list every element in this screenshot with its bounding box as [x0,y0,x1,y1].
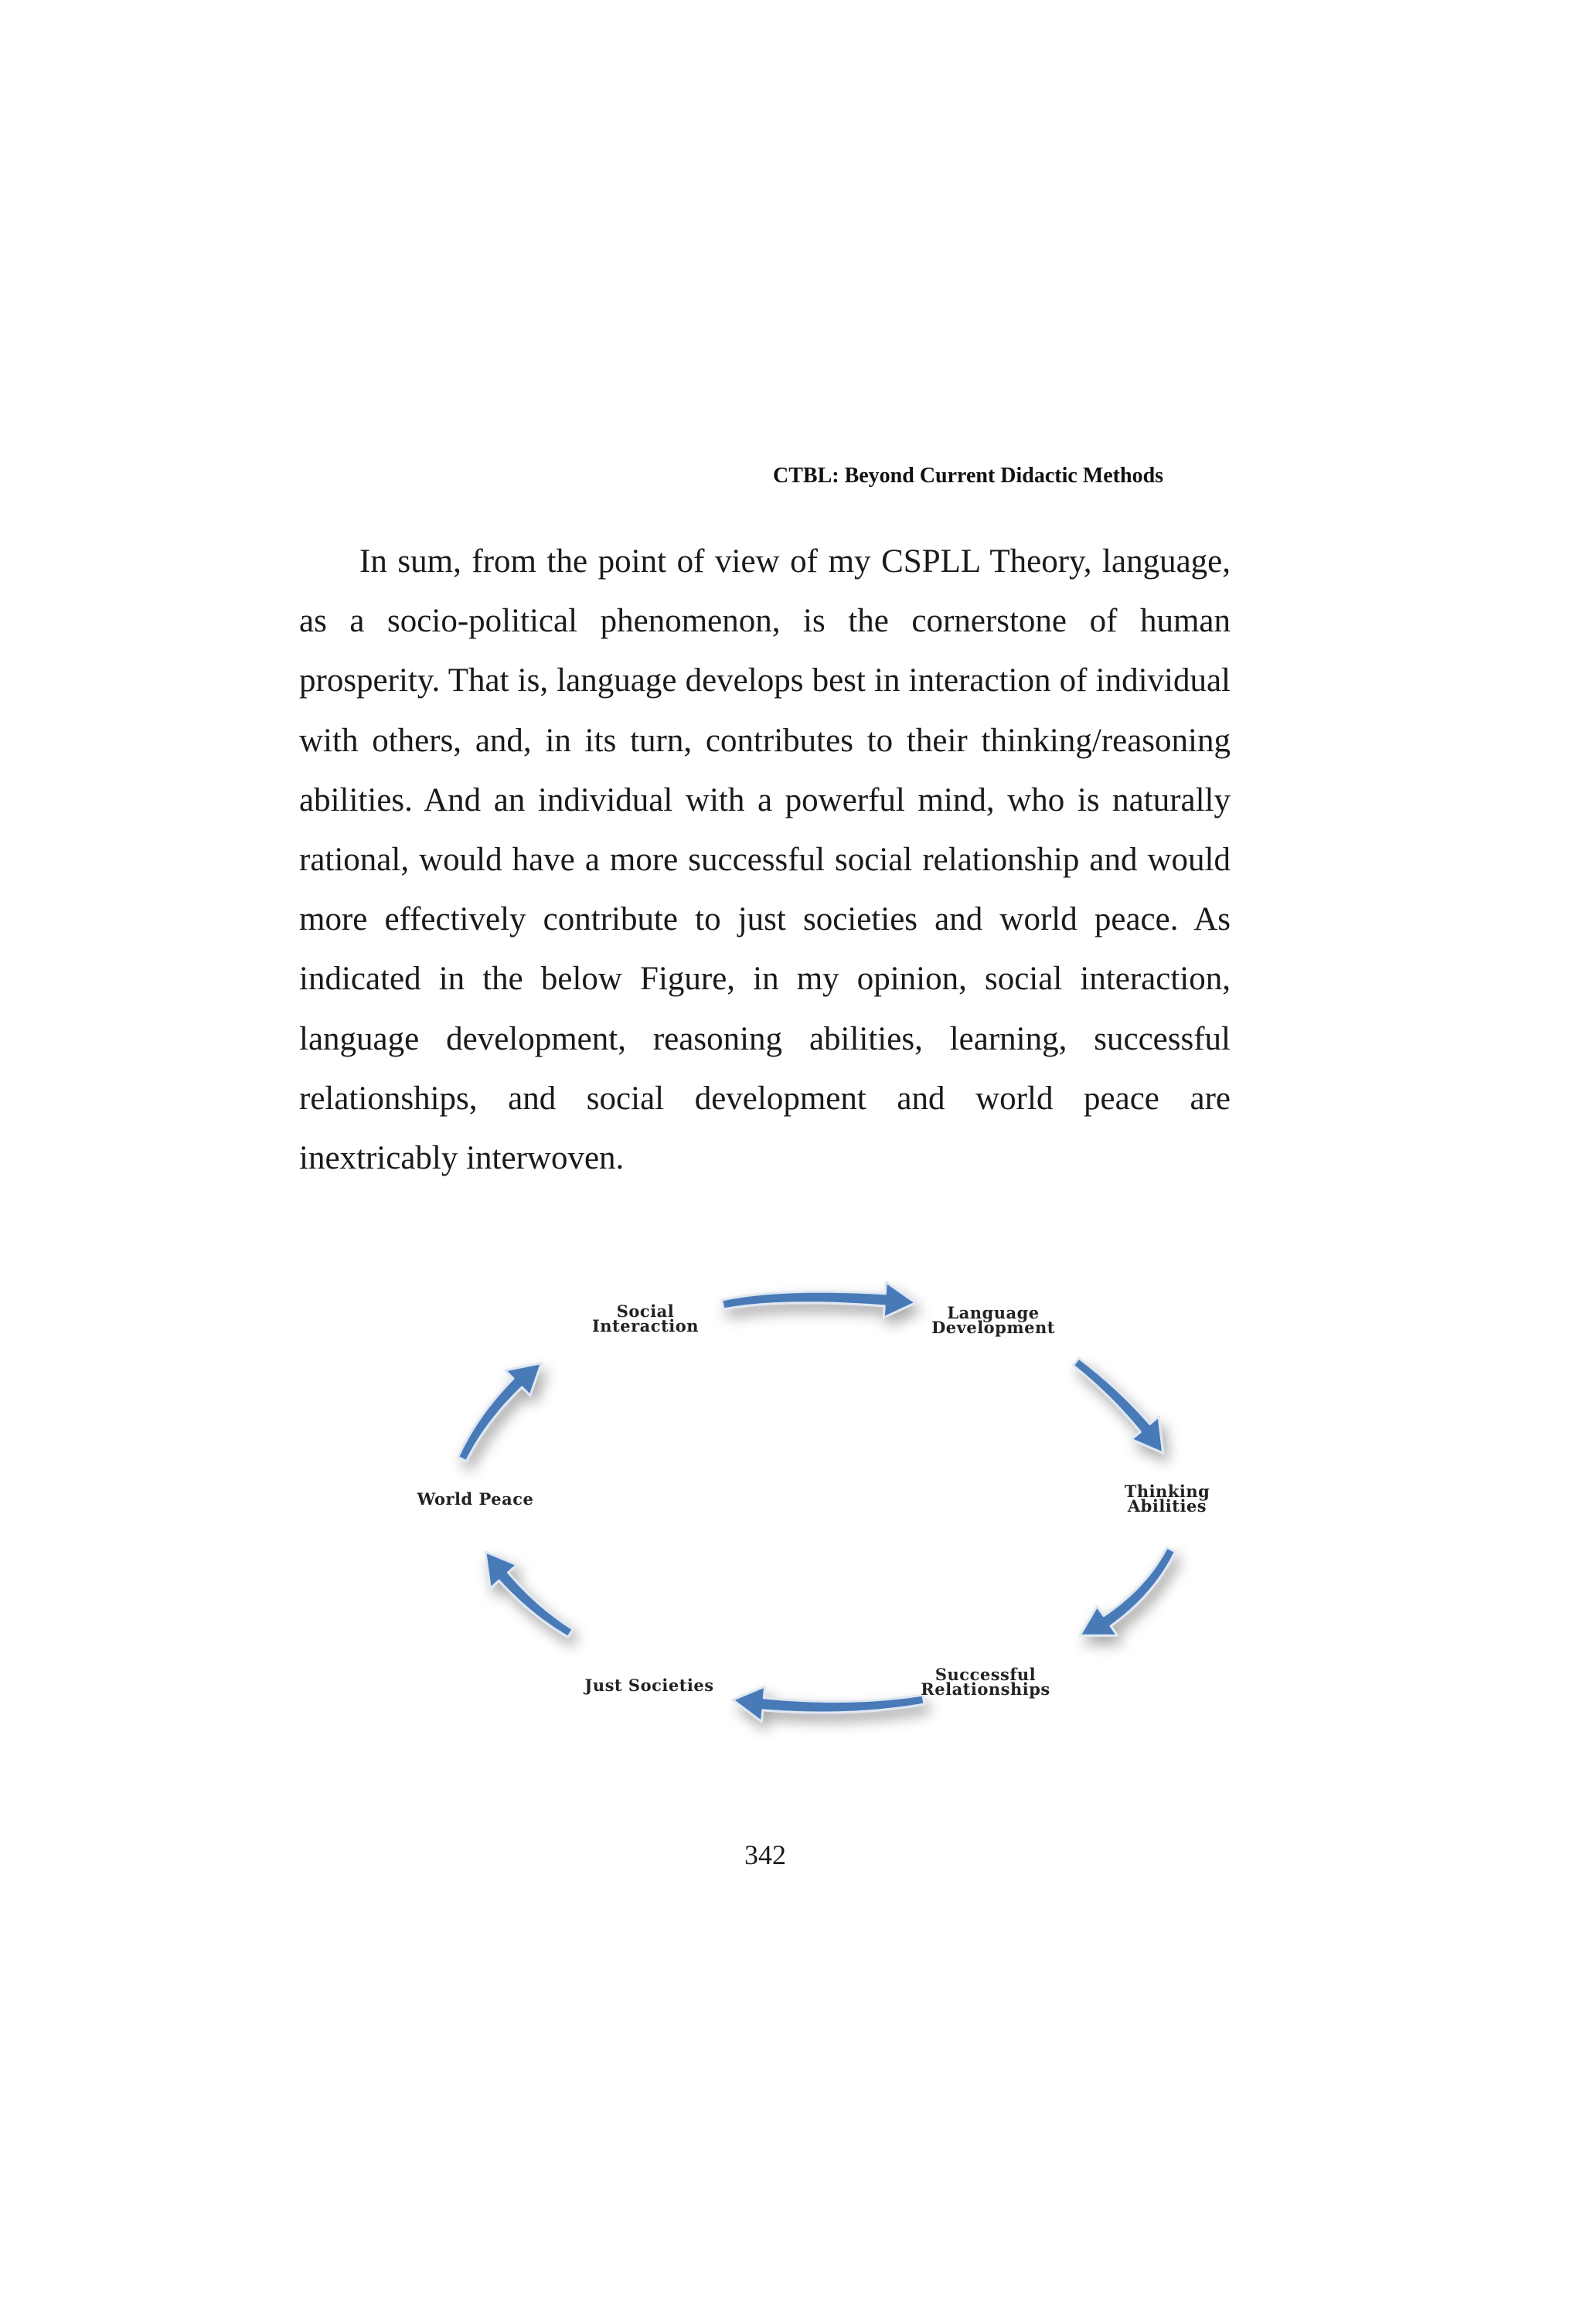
arrow-group [458,1282,1176,1722]
node-label-line: Abilities [1127,1496,1207,1516]
node-label-line: Thinking [1124,1482,1210,1501]
node-language-development [916,1305,1071,1335]
node-label-line: Successful [934,1665,1037,1684]
node-social-interaction [584,1302,707,1336]
node-label-line: Relationships [921,1679,1050,1699]
node-label-line: Development [931,1318,1055,1337]
node-thinking-abilities [1113,1482,1221,1516]
running-header: CTBL: Beyond Current Didactic Methods [773,464,1164,488]
arrow-worldpeace-to-social [458,1363,542,1461]
arrow-social-to-language [722,1282,916,1318]
page-number: 342 [744,1839,786,1870]
node-world-peace [398,1489,553,1509]
node-successful-relationships [908,1665,1063,1699]
arrow-relationships-to-societies [733,1686,924,1722]
node-label-line: Interaction [591,1316,700,1336]
node-label-line: Social [616,1302,675,1321]
arrow-societies-to-worldpeace [485,1552,573,1637]
cycle-arrows [371,1252,1283,1793]
arrow-language-to-thinking [1073,1358,1163,1453]
cycle-diagram [371,1252,1283,1793]
body-paragraph: In sum, from the point of view of my CSPLL Theory, language, as a socio-political phenomenon, is the cornerstone of human prosperity. That is, language develops best in interaction of individual with others, and, in its turn, contributes to their thinking/reasoning abilities. And an individual with a powerful mind, who is naturally rational, would have a more successful social relationship and would more effectively contribute to just societies and world peace. As indicated in the below Figure, in my opinion, social interaction, language development, reasoning abilities, learning, successful relationships, and social development and world peace are inextricably interwoven. [299,543,1231,1177]
node-label-line: Just Societies [584,1676,714,1695]
node-label-line: Language [947,1303,1040,1322]
node-label-line: World Peace [417,1489,534,1509]
arrow-thinking-to-relationships [1080,1547,1175,1635]
node-just-societies [564,1678,734,1693]
